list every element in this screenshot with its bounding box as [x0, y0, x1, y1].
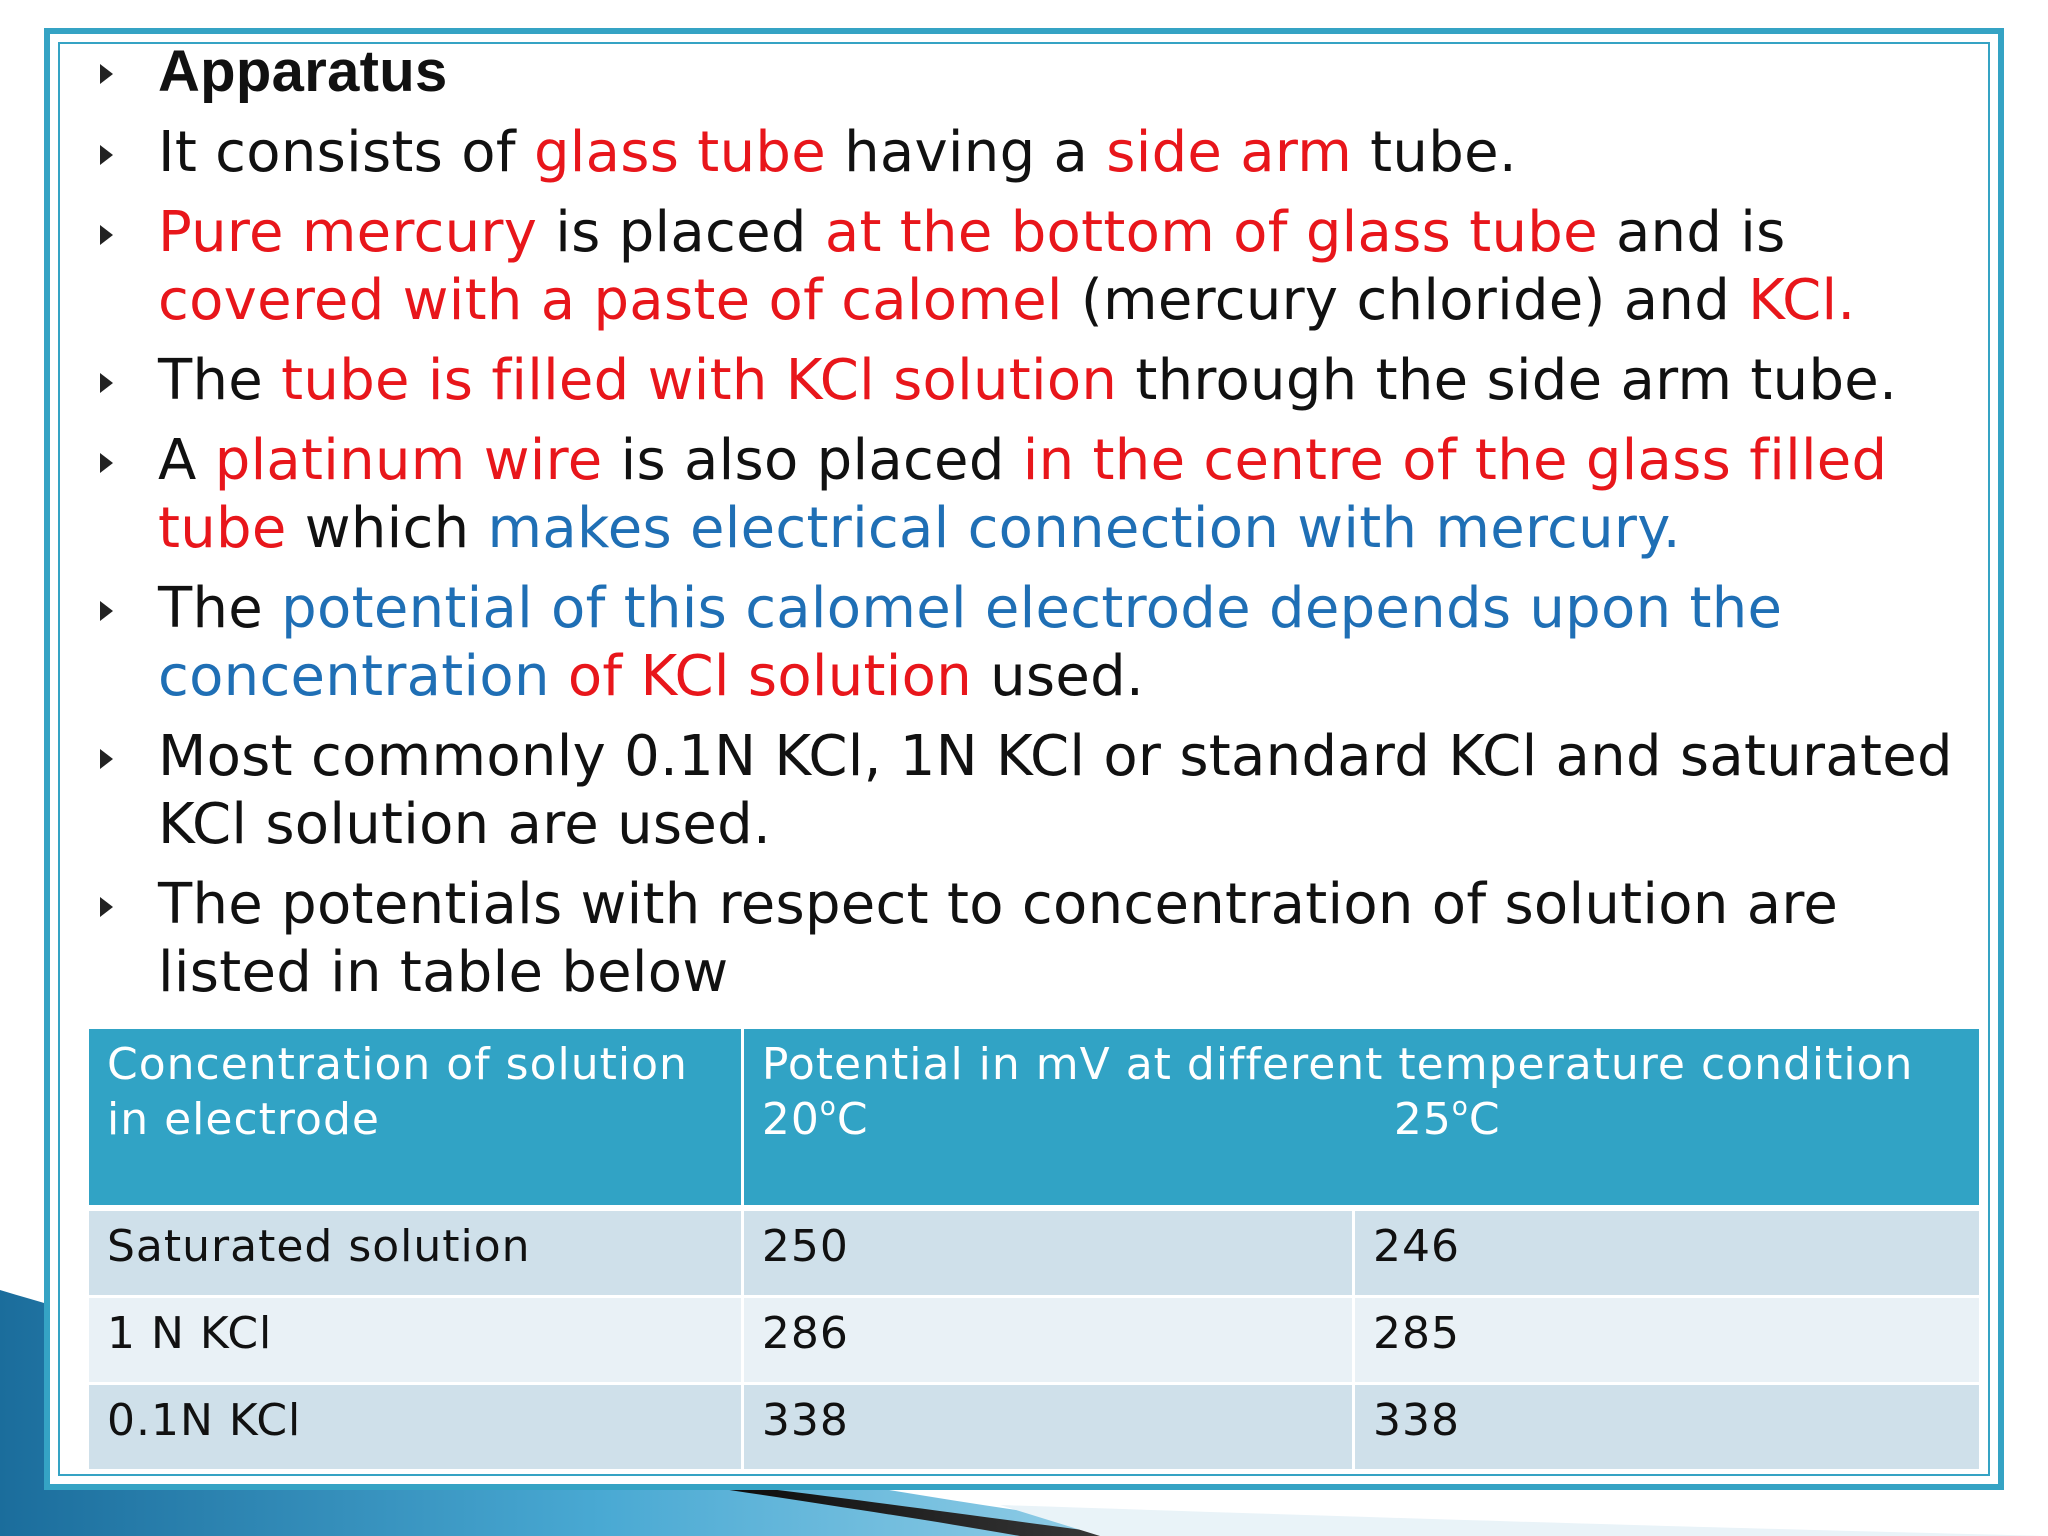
bullet-potential: [100, 575, 2000, 711]
bullet-text: used.: [972, 644, 1145, 709]
highlight-text: covered with a paste of calomel: [158, 268, 1063, 333]
bullet-text: (mercury chloride) and: [1062, 268, 1749, 333]
bullet-text: having a: [825, 120, 1107, 185]
row-label: 1 N KCl: [88, 1297, 743, 1384]
bullet-commonly-used: [100, 723, 2000, 859]
highlight-text: glass tube: [533, 120, 826, 185]
highlight-text: at the bottom of glass tube: [824, 200, 1598, 265]
highlight-text: KCl.: [1748, 268, 1856, 333]
highlight-text: side arm: [1106, 120, 1353, 185]
value-20c: 338: [742, 1384, 1353, 1471]
highlight-text: Pure mercury: [158, 200, 538, 265]
temp-value: 20: [761, 1094, 820, 1145]
degree-symbol: o: [1451, 1092, 1469, 1122]
bullet-text: is placed: [537, 200, 825, 265]
bullet-text: The: [158, 348, 282, 413]
bullet-arrow-icon: [100, 749, 113, 769]
table-row: [88, 1297, 1981, 1384]
value-20c: 250: [742, 1208, 1353, 1297]
bullet-text: The: [158, 576, 282, 641]
temp-unit: C: [1468, 1094, 1501, 1145]
bullet-text: It consists of: [158, 120, 534, 185]
header-text: Concentration of solution in electrode: [107, 1039, 688, 1145]
bullet-arrow-icon: [100, 601, 113, 621]
bullet-apparatus: [100, 38, 2000, 107]
header-concentration: [88, 1028, 743, 1209]
row-label: Saturated solution: [88, 1208, 743, 1297]
table-row: [88, 1384, 1981, 1471]
bullet-text: A: [158, 428, 215, 493]
bullet-glass-tube: [100, 119, 2000, 187]
bullet-text: and is: [1597, 200, 1786, 265]
highlight-text: makes electrical connection with mercury.: [487, 496, 1681, 561]
bullet-arrow-icon: [100, 453, 113, 473]
bullet-arrow-icon: [100, 145, 113, 165]
bullet-arrow-icon: [100, 897, 113, 917]
bullet-platinum-wire: [100, 427, 2000, 563]
value-20c: 286: [742, 1297, 1353, 1384]
bullet-tube-filled: [100, 347, 2000, 415]
temp-25: [1394, 1092, 1501, 1147]
bullet-table-intro: [100, 871, 2000, 1007]
temp-20: [762, 1092, 1394, 1147]
temperature-subheaders: [762, 1092, 1961, 1147]
bullet-text: Apparatus: [158, 39, 448, 104]
temp-value: 25: [1393, 1094, 1452, 1145]
bullet-text: tube.: [1352, 120, 1517, 185]
highlight-text: in the centre of the glass filled tube: [158, 428, 1888, 561]
bullet-text: which: [286, 496, 488, 561]
highlight-text: potential of this calomel electrode depends upon the concentration: [158, 576, 1783, 709]
bullet-text: through the side arm tube.: [1117, 348, 1898, 413]
bullet-list: [100, 38, 2000, 1019]
bullet-arrow-icon: [100, 373, 113, 393]
bullet-text: Most commonly 0.1N KCl, 1N KCl or standard KCl and saturated KCl solution are used.: [158, 724, 1953, 857]
value-25c: 246: [1353, 1208, 1980, 1297]
potential-table: [86, 1026, 1982, 1472]
value-25c: 285: [1353, 1297, 1980, 1384]
value-25c: 338: [1353, 1384, 1980, 1471]
row-label: 0.1N KCl: [88, 1384, 743, 1471]
temp-unit: C: [836, 1094, 869, 1145]
bullet-pure-mercury: [100, 199, 2000, 335]
table-row: [88, 1208, 1981, 1297]
highlight-text: of KCl solution: [549, 644, 973, 709]
degree-symbol: o: [819, 1092, 837, 1122]
table-header-row: [88, 1028, 1981, 1209]
header-potential: [742, 1028, 1980, 1209]
bullet-text: The potentials with respect to concentration of solution are listed in table below: [158, 872, 1839, 1005]
bullet-arrow-icon: [100, 225, 113, 245]
highlight-text: platinum wire: [214, 428, 603, 493]
header-text: Potential in mV at different temperature condition: [761, 1039, 1914, 1090]
bullet-arrow-icon: [100, 64, 113, 84]
highlight-text: tube is filled with KCl solution: [281, 348, 1118, 413]
bullet-text: is also placed: [602, 428, 1023, 493]
